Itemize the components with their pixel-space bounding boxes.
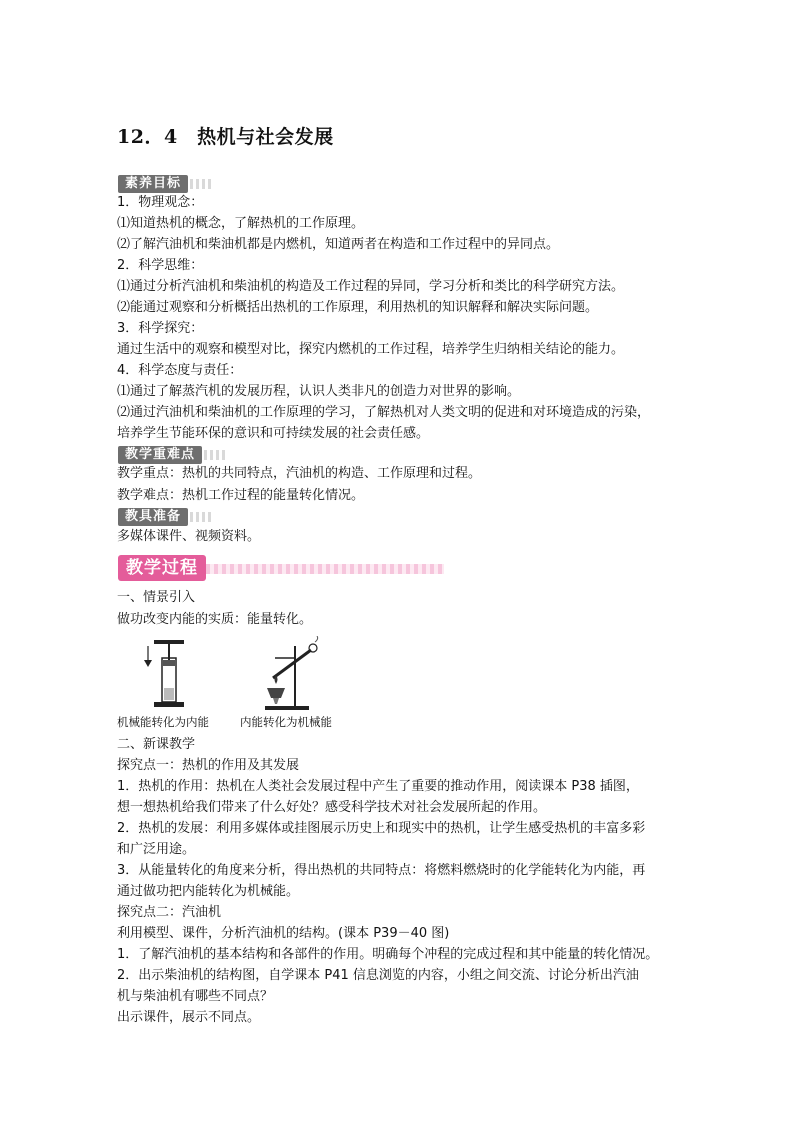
text-line: 3．从能量转化的角度来分析，得出热机的共同特点：将燃料燃烧时的化学能转化为内能，再	[117, 863, 646, 878]
text-line: 培养学生节能环保的意识和可持续发展的社会责任感。	[117, 426, 430, 441]
text-line: 出示课件，展示不同点。	[117, 1010, 261, 1025]
section-label: 教具准备	[118, 508, 188, 526]
text-line: 做功改变内能的实质：能量转化。	[117, 612, 313, 627]
text-line: ⑵了解汽油机和柴油机都是内燃机，知道两者在构造和工作过程中的异同点。	[117, 237, 560, 252]
text-line: 4．科学态度与责任：	[117, 363, 243, 378]
section-heading-process	[118, 555, 444, 581]
figure-caption-right: 内能转化为机械能	[240, 715, 332, 729]
text-line: 机与柴油机有哪些不同点？	[117, 989, 274, 1004]
figure-caption-left: 机械能转化为内能	[117, 715, 209, 729]
text-line: 2．热机的发展：利用多媒体或挂图展示历史上和现实中的热机，让学生感受热机的丰富多彩	[117, 821, 646, 836]
heading-decoration	[184, 512, 212, 522]
text-line: 通过做功把内能转化为机械能。	[117, 884, 300, 899]
text-line: 2．科学思维：	[117, 258, 204, 273]
text-line: 1．热机的作用：热机在人类社会发展过程中产生了重要的推动作用，阅读课本 P38 插图，	[117, 779, 639, 794]
section-heading-preparation	[118, 508, 212, 526]
heading-decoration	[198, 564, 444, 574]
section-label: 教学重难点	[118, 446, 202, 464]
text-line: 探究点一：热机的作用及其发展	[117, 758, 300, 773]
text-line: ⑴通过分析汽油机和柴油机的构造及工作过程的异同，学习分析和类比的科学研究方法。	[117, 279, 625, 294]
section-heading-difficulties	[118, 446, 226, 464]
text-line: 和广泛用途。	[117, 842, 196, 857]
text-line: 1．了解汽油机的基本结构和各部件的作用。明确每个冲程的完成过程和其中能量的转化情况。	[117, 947, 659, 962]
section-heading-goals	[118, 175, 212, 193]
text-line: 想一想热机给我们带来了什么好处？感受科学技术对社会发展所起的作用。	[117, 800, 547, 815]
text-line: ⑴知道热机的概念，了解热机的工作原理。	[117, 216, 365, 231]
text-line: 教学重点：热机的共同特点，汽油机的构造、工作原理和过程。	[117, 466, 482, 481]
text-line: 教学难点：热机工作过程的能量转化情况。	[117, 488, 365, 503]
text-line: 3．科学探究：	[117, 321, 204, 336]
heading-decoration	[198, 450, 226, 460]
text-line: 一、情景引入	[117, 590, 196, 605]
text-line: ⑴通过了解蒸汽机的发展历程，认识人类非凡的创造力对世界的影响。	[117, 384, 521, 399]
piston-compression-figure	[140, 634, 200, 710]
text-line: 利用模型、课件，分析汽油机的结构。(课本 P39－40 图)	[117, 926, 450, 941]
section-label: 素养目标	[118, 175, 188, 193]
text-line: 多媒体课件、视频资料。	[117, 529, 261, 544]
page-title: 12．4 热机与社会发展	[117, 126, 334, 148]
text-line: 2．出示柴油机的结构图，自学课本 P41 信息浏览的内容，小组之间交流、讨论分析出汽油	[117, 968, 639, 983]
steam-tube-figure	[255, 636, 325, 712]
text-line: 二、新课教学	[117, 737, 196, 752]
section-label: 教学过程	[118, 555, 206, 581]
text-line: 探究点二：汽油机	[117, 905, 222, 920]
text-line: ⑵能通过观察和分析概括出热机的工作原理，利用热机的知识解释和解决实际问题。	[117, 300, 599, 315]
text-line: 1．物理观念：	[117, 195, 204, 210]
heading-decoration	[184, 179, 212, 189]
text-line: ⑵通过汽油机和柴油机的工作原理的学习，了解热机对人类文明的促进和对环境造成的污染，	[117, 405, 651, 420]
text-line: 通过生活中的观察和模型对比，探究内燃机的工作过程，培养学生归纳相关结论的能力。	[117, 342, 625, 357]
